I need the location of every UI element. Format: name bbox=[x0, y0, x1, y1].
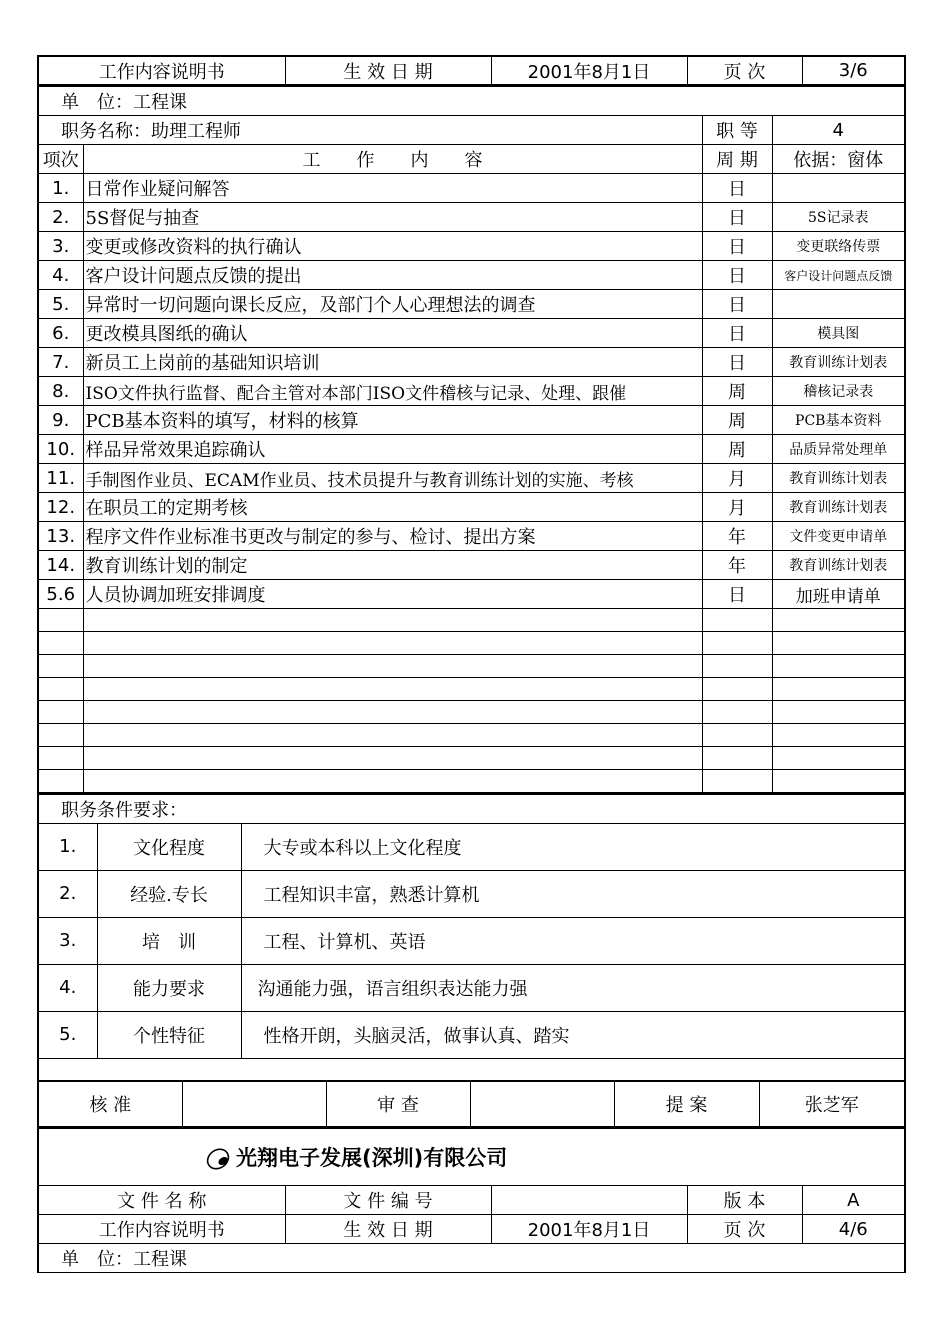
row-cycle: 日 bbox=[702, 261, 772, 290]
row-cycle: 周 bbox=[702, 377, 772, 406]
requirements-title: 职务条件要求： bbox=[38, 794, 905, 823]
row-number: 8. bbox=[38, 377, 83, 406]
row-basis bbox=[772, 174, 905, 203]
table-row bbox=[38, 551, 905, 580]
requirement-row bbox=[38, 1011, 905, 1058]
row-basis: 教育训练计划表 bbox=[772, 493, 905, 522]
row-content: ISO文件执行监督、配合主管对本部门ISO文件稽核与记录、处理、跟催 bbox=[83, 377, 702, 406]
row-cycle: 周 bbox=[702, 435, 772, 464]
row-cycle: 日 bbox=[702, 348, 772, 377]
approve-signature bbox=[182, 1081, 326, 1126]
row-cycle: 周 bbox=[702, 406, 772, 435]
empty-row bbox=[38, 770, 905, 793]
table-row bbox=[38, 261, 905, 290]
effective-date: 2001年8月1日 bbox=[491, 56, 687, 85]
row-basis bbox=[772, 290, 905, 319]
table-row bbox=[38, 464, 905, 493]
row-basis: 教育训练计划表 bbox=[772, 464, 905, 493]
row-number: 6. bbox=[38, 319, 83, 348]
approval-table bbox=[37, 1081, 906, 1127]
requirement-label: 个性特征 bbox=[97, 1011, 241, 1058]
requirement-number: 2. bbox=[38, 870, 97, 917]
empty-row bbox=[38, 724, 905, 747]
row-cycle: 日 bbox=[702, 174, 772, 203]
requirement-label: 培 训 bbox=[97, 917, 241, 964]
version-value: A bbox=[802, 1186, 905, 1215]
row-number: 12. bbox=[38, 493, 83, 522]
next-page-number: 4/6 bbox=[802, 1215, 905, 1244]
col-item-header: 项次 bbox=[38, 145, 83, 174]
table-row bbox=[38, 290, 905, 319]
requirement-number: 3. bbox=[38, 917, 97, 964]
row-content: 客户设计问题点反馈的提出 bbox=[83, 261, 702, 290]
row-number: 1. bbox=[38, 174, 83, 203]
header-table bbox=[37, 55, 906, 86]
row-basis: 文件变更申请单 bbox=[772, 522, 905, 551]
row-basis: PCB基本资料 bbox=[772, 406, 905, 435]
row-basis: 教育训练计划表 bbox=[772, 551, 905, 580]
row-content: PCB基本资料的填写，材料的核算 bbox=[83, 406, 702, 435]
row-cycle: 日 bbox=[702, 203, 772, 232]
page-number: 3/6 bbox=[802, 56, 905, 85]
row-basis: 客户设计问题点反馈 bbox=[772, 261, 905, 290]
requirement-label: 能力要求 bbox=[97, 964, 241, 1011]
row-cycle: 日 bbox=[702, 319, 772, 348]
row-number: 2. bbox=[38, 203, 83, 232]
table-row bbox=[38, 203, 905, 232]
row-content: 新员工上岗前的基础知识培训 bbox=[83, 348, 702, 377]
row-content: 手制图作业员、ECAM作业员、技术员提升与教育训练计划的实施、考核 bbox=[83, 464, 702, 493]
row-number: 14. bbox=[38, 551, 83, 580]
requirement-value: 工程、计算机、英语 bbox=[241, 917, 905, 964]
row-number: 9. bbox=[38, 406, 83, 435]
empty-row bbox=[38, 655, 905, 678]
propose-label: 提 案 bbox=[614, 1081, 759, 1126]
document-page bbox=[37, 55, 904, 1273]
row-content: 程序文件作业标准书更改与制定的参与、检讨、提出方案 bbox=[83, 522, 702, 551]
row-basis: 稽核记录表 bbox=[772, 377, 905, 406]
row-content: 5S督促与抽查 bbox=[83, 203, 702, 232]
next-page-header bbox=[37, 1127, 906, 1274]
row-number: 4. bbox=[38, 261, 83, 290]
row-content: 变更或修改资料的执行确认 bbox=[83, 232, 702, 261]
next-page-label: 页 次 bbox=[687, 1215, 802, 1244]
requirement-value: 沟通能力强，语言组织表达能力强 bbox=[241, 964, 905, 1011]
row-basis: 模具图 bbox=[772, 319, 905, 348]
next-effective-label: 生 效 日 期 bbox=[285, 1215, 491, 1244]
table-row bbox=[38, 522, 905, 551]
row-cycle: 年 bbox=[702, 551, 772, 580]
row-number: 5. bbox=[38, 290, 83, 319]
col-basis-header: 依据：窗体 bbox=[772, 145, 905, 174]
table-row bbox=[38, 435, 905, 464]
row-number: 7. bbox=[38, 348, 83, 377]
row-content: 教育训练计划的制定 bbox=[83, 551, 702, 580]
row-number: 3. bbox=[38, 232, 83, 261]
row-cycle: 日 bbox=[702, 580, 772, 609]
next-doc-title: 工作内容说明书 bbox=[38, 1215, 285, 1244]
row-cycle: 日 bbox=[702, 290, 772, 319]
row-content: 异常时一切问题向课长反应，及部门个人心理想法的调查 bbox=[83, 290, 702, 319]
row-number: 10. bbox=[38, 435, 83, 464]
file-name-label: 文 件 名 称 bbox=[38, 1186, 285, 1215]
requirement-label: 经验.专长 bbox=[97, 870, 241, 917]
version-label: 版 本 bbox=[687, 1186, 802, 1215]
empty-row bbox=[38, 632, 905, 655]
review-label: 审 查 bbox=[326, 1081, 470, 1126]
table-row bbox=[38, 580, 905, 609]
requirement-number: 5. bbox=[38, 1011, 97, 1058]
row-cycle: 月 bbox=[702, 464, 772, 493]
review-signature bbox=[470, 1081, 614, 1126]
task-table bbox=[37, 86, 906, 793]
col-cycle-header: 周 期 bbox=[702, 145, 772, 174]
row-basis: 5S记录表 bbox=[772, 203, 905, 232]
grade-label: 职 等 bbox=[702, 116, 772, 145]
requirement-row bbox=[38, 870, 905, 917]
requirement-number: 1. bbox=[38, 823, 97, 870]
requirement-value: 大专或本科以上文化程度 bbox=[241, 823, 905, 870]
row-cycle: 年 bbox=[702, 522, 772, 551]
unit-label: 单 位：工程课 bbox=[38, 87, 905, 116]
empty-row bbox=[38, 701, 905, 724]
doc-title: 工作内容说明书 bbox=[38, 56, 285, 85]
requirement-label: 文化程度 bbox=[97, 823, 241, 870]
requirement-value: 性格开朗，头脑灵活，做事认真、踏实 bbox=[241, 1011, 905, 1058]
next-effective-date: 2001年8月1日 bbox=[491, 1215, 687, 1244]
table-row bbox=[38, 348, 905, 377]
requirement-row bbox=[38, 823, 905, 870]
proposer-name: 张芝军 bbox=[759, 1081, 905, 1126]
position-name: 职务名称：助理工程师 bbox=[38, 116, 702, 145]
company-header bbox=[38, 1128, 905, 1186]
table-row bbox=[38, 232, 905, 261]
row-basis: 教育训练计划表 bbox=[772, 348, 905, 377]
requirements-table bbox=[37, 793, 906, 1081]
row-content: 在职员工的定期考核 bbox=[83, 493, 702, 522]
row-content: 人员协调加班安排调度 bbox=[83, 580, 702, 609]
requirement-value: 工程知识丰富，熟悉计算机 bbox=[241, 870, 905, 917]
requirement-row bbox=[38, 917, 905, 964]
col-content-header: 工 作 内 容 bbox=[83, 145, 702, 174]
effective-date-label: 生 效 日 期 bbox=[285, 56, 491, 85]
page-label: 页 次 bbox=[687, 56, 802, 85]
table-row bbox=[38, 319, 905, 348]
company-name: 光翔电子发展(深圳)有限公司 bbox=[236, 1145, 508, 1170]
row-content: 更改模具图纸的确认 bbox=[83, 319, 702, 348]
row-basis: 变更联络传票 bbox=[772, 232, 905, 261]
requirement-row bbox=[38, 964, 905, 1011]
empty-row bbox=[38, 747, 905, 770]
row-number: 13. bbox=[38, 522, 83, 551]
file-no-label: 文 件 编 号 bbox=[285, 1186, 491, 1215]
next-unit-label: 单 位：工程课 bbox=[38, 1244, 905, 1273]
row-number: 11. bbox=[38, 464, 83, 493]
row-number: 5.6 bbox=[38, 580, 83, 609]
row-basis: 加班申请单 bbox=[772, 580, 905, 609]
company-logo-icon bbox=[204, 1146, 236, 1172]
requirement-number: 4. bbox=[38, 964, 97, 1011]
table-row bbox=[38, 377, 905, 406]
table-row bbox=[38, 174, 905, 203]
table-row bbox=[38, 406, 905, 435]
row-content: 日常作业疑问解答 bbox=[83, 174, 702, 203]
table-row bbox=[38, 493, 905, 522]
grade-value: 4 bbox=[772, 116, 905, 145]
row-content: 样品异常效果追踪确认 bbox=[83, 435, 702, 464]
empty-row bbox=[38, 678, 905, 701]
row-basis: 品质异常处理单 bbox=[772, 435, 905, 464]
row-cycle: 月 bbox=[702, 493, 772, 522]
empty-row bbox=[38, 609, 905, 632]
file-no-value bbox=[491, 1186, 687, 1215]
spacer-row bbox=[38, 1058, 905, 1080]
row-cycle: 日 bbox=[702, 232, 772, 261]
approve-label: 核 准 bbox=[38, 1081, 182, 1126]
